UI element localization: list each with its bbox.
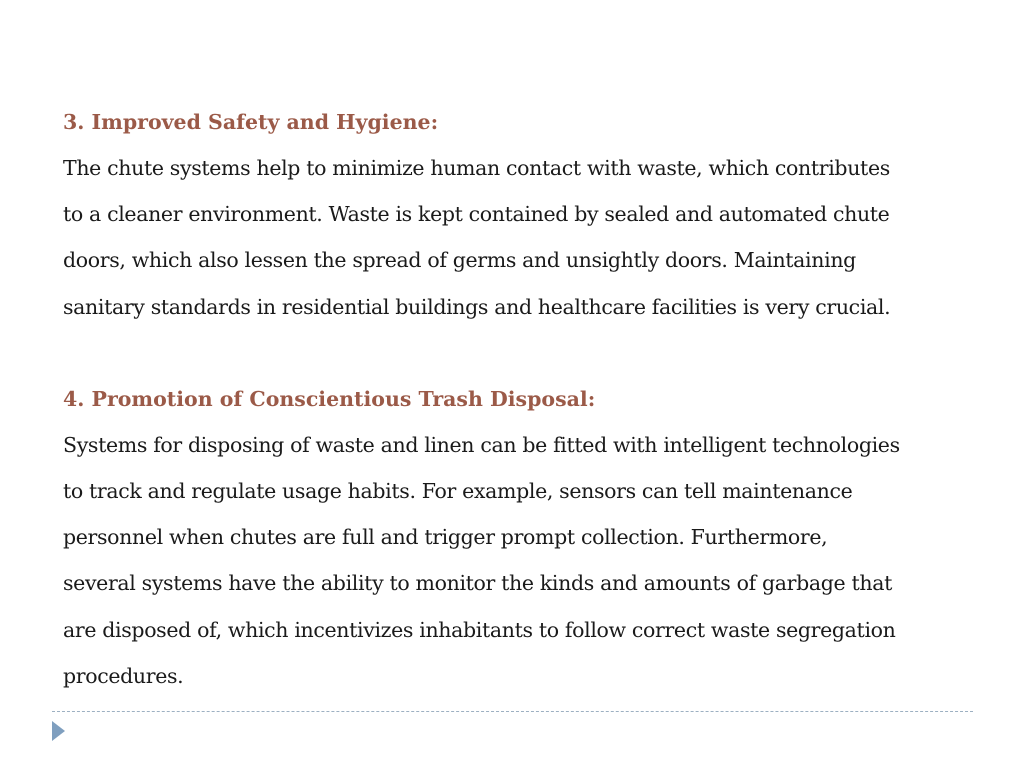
body-line: to a cleaner environment. Waste is kept contained by sealed and automated chute — [63, 202, 890, 227]
section-spacer — [63, 330, 983, 376]
slide-content — [63, 99, 983, 699]
body-line: are disposed of, which incentivizes inhabitants to follow correct waste segregation — [63, 617, 896, 642]
section-heading-trash-disposal: 4. Promotion of Conscientious Trash Disposal: — [63, 386, 596, 411]
section-body-trash-disposal — [63, 422, 983, 699]
body-line: procedures. — [63, 663, 184, 688]
section-body-safety-hygiene — [63, 145, 983, 330]
section-heading-safety-hygiene: 3. Improved Safety and Hygiene: — [63, 110, 439, 134]
body-line: The chute systems help to minimize human contact with waste, which contributes — [63, 156, 890, 180]
play-arrow-icon[interactable] — [52, 721, 65, 741]
body-line: several systems have the ability to monitor the kinds and amounts of garbage that — [63, 571, 892, 596]
body-line: doors, which also lessen the spread of germs and unsightly doors. Maintaining — [63, 248, 856, 273]
body-line: personnel when chutes are full and trigger prompt collection. Furthermore, — [63, 525, 828, 550]
footer-divider — [52, 711, 973, 712]
body-line: sanitary standards in residential buildings and healthcare facilities is very crucial. — [63, 294, 891, 319]
body-line: to track and regulate usage habits. For example, sensors can tell maintenance — [63, 479, 853, 504]
body-line: Systems for disposing of waste and linen can be fitted with intelligent technologies — [63, 432, 900, 457]
